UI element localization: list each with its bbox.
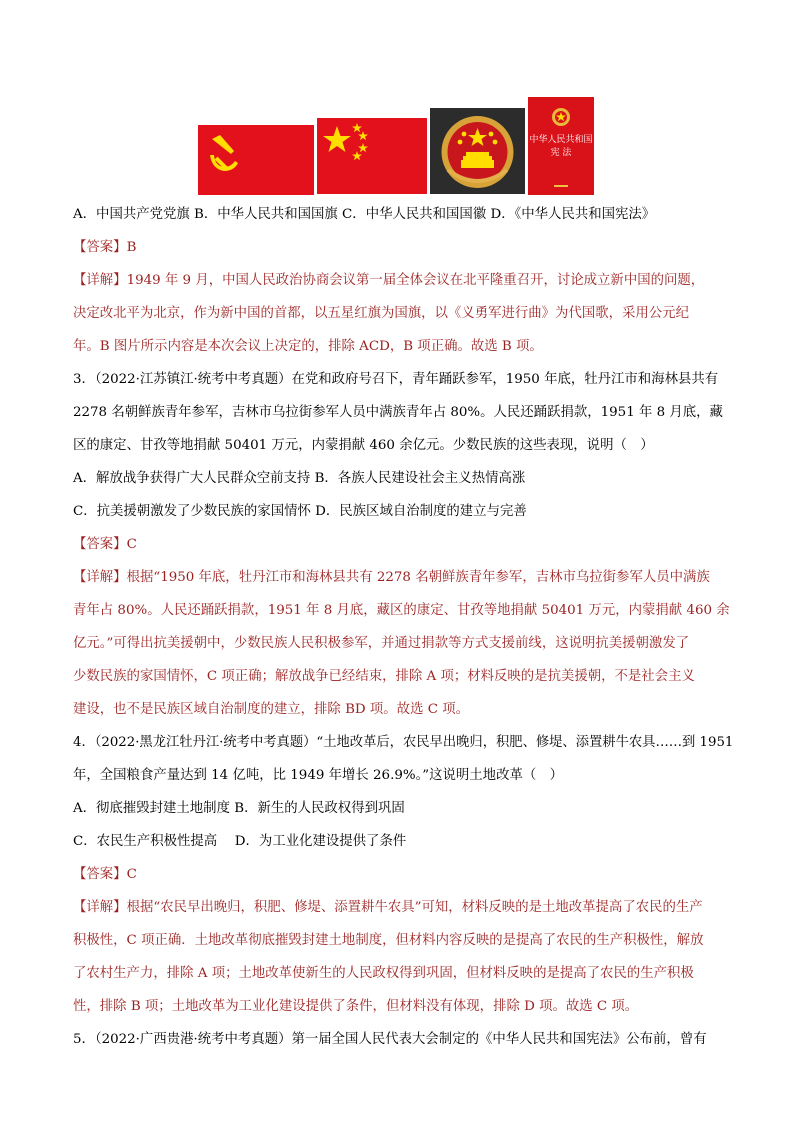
q3-option-line: A．解放战争获得广大人民群众空前支持 B．各族人民建设社会主义热情高涨 <box>73 471 526 486</box>
q3-detail-line: 亿元。”可得出抗美援朝中，少数民族人民积极参军，并通过捐款等方式支援前线，这说明抗美援朝激发了 <box>73 636 690 651</box>
detail-tag: 【详解】 <box>73 900 127 915</box>
q3-detail-line: 建设，也不是民族区域自治制度的建立，排除 BD 项。故选 C 项。 <box>73 702 470 717</box>
q2-detail-line: 【详解】1949 年 9 月，中国人民政治协商会议第一届全体会议在北平隆重召开，讨论成立新中国的问题， <box>73 273 705 288</box>
answer-value: B <box>126 240 137 255</box>
q3-detail-line: 青年占 80%。人民还踊跃捐款，1951 年 8 月底，藏区的康定、甘孜等地捐献 50401 万元，内蒙捐献 460 余 <box>73 603 730 618</box>
q4-detail-line: 了农村生产力，排除 A 项；土地改革使新生的人民政权得到巩固，但材料反映的是提高了农民的生产积极 <box>73 966 694 981</box>
detail-tag: 【详解】 <box>73 570 127 585</box>
national-emblem-image <box>430 108 525 194</box>
q4-option-line: C．农民生产积极性提高 D．为工业化建设提供了条件 <box>73 834 407 849</box>
answer-value: C <box>126 867 137 882</box>
q3-answer <box>73 536 733 554</box>
q3-detail-line: 【详解】根据“1950 年底，牡丹江市和海林县共有 2278 名朝鲜族青年参军，吉林市乌拉街参军人员中满族 <box>73 570 710 585</box>
q4-detail-line: 性，排除 B 项；土地改革为工业化建设提供了条件，但材料没有体现，排除 D 项。故选 C 项。 <box>73 999 639 1014</box>
answer-value: C <box>126 537 137 552</box>
national-flag-image <box>317 118 427 194</box>
party-flag-image <box>198 125 314 195</box>
q3-stem-line: 2278 名朝鲜族青年参军，吉林市乌拉街参军人员中满族青年占 80%。人民还踊跃捐款，1951 年 8 月底，藏 <box>73 405 723 420</box>
q4-answer <box>73 866 733 884</box>
answer-tag: 【答案】 <box>73 867 127 882</box>
q4-stem-line: 4．（2022·黑龙江牡丹江·统考中考真题）“土地改革后，农民早出晚归，积肥、修堤、添置耕牛农具……到 1951 <box>73 735 734 750</box>
book-title-line1: 中华人民共和国 <box>529 135 593 145</box>
q4-stem-line: 年，全国粮食产量达到 14 亿吨，比 1949 年增长 26.9%。”这说明土地改革（ ） <box>73 768 564 783</box>
q3-option-line: C．抗美援朝激发了少数民族的家国情怀 D．民族区域自治制度的建立与完善 <box>73 504 527 519</box>
q2-detail-line: 决定改北平为北京，作为新中国的首都，以五星红旗为国旗，以《义勇军进行曲》为代国歌，采用公元纪 <box>73 306 689 321</box>
q3-detail-line: 少数民族的家国情怀，C 项正确；解放战争已经结束，排除 A 项；材料反映的是抗美援朝，不是社会主义 <box>73 669 695 684</box>
answer-tag: 【答案】 <box>73 537 127 552</box>
q4-detail-line: 积极性，C 项正确．土地改革彻底摧毁封建土地制度，但材料内容反映的是提高了农民的生产积极性，解放 <box>73 933 704 948</box>
answer-tag: 【答案】 <box>73 240 127 255</box>
book-title-line2: 宪 法 <box>550 148 572 158</box>
q4-detail-line: 【详解】根据“农民早出晚归，积肥、修堤、添置耕牛农具”可知，材料反映的是土地改革提高了农民的生产 <box>73 900 703 915</box>
constitution-book-image <box>528 97 594 195</box>
detail-tag: 【详解】 <box>73 273 127 288</box>
q5-stem-line: 5．（2022·广西贵港·统考中考真题）第一届全国人民代表大会制定的《中华人民共和国宪法》公布前，曾有 <box>73 1032 707 1047</box>
q3-stem-line: 区的康定、甘孜等地捐献 50401 万元，内蒙捐献 460 余亿元。少数民族的这些表现，说明（ ） <box>73 438 654 453</box>
q4-option-line: A．彻底摧毁封建土地制度 B．新生的人民政权得到巩固 <box>73 801 405 816</box>
q2-detail-line: 年。B 图片所示内容是本次会议上决定的，排除 ACD，B 项正确。故选 B 项。 <box>73 339 543 354</box>
q2-answer <box>73 239 733 257</box>
q2-options: A．中国共产党党旗 B．中华人民共和国国旗 C．中华人民共和国国徽 D．《中华人民共和国宪法》 <box>73 207 656 222</box>
q3-stem-line: 3．（2022·江苏镇江·统考中考真题）在党和政府号召下，青年踊跃参军，1950 年底，牡丹江市和海林县共有 <box>73 372 719 387</box>
image-strip <box>198 97 598 197</box>
